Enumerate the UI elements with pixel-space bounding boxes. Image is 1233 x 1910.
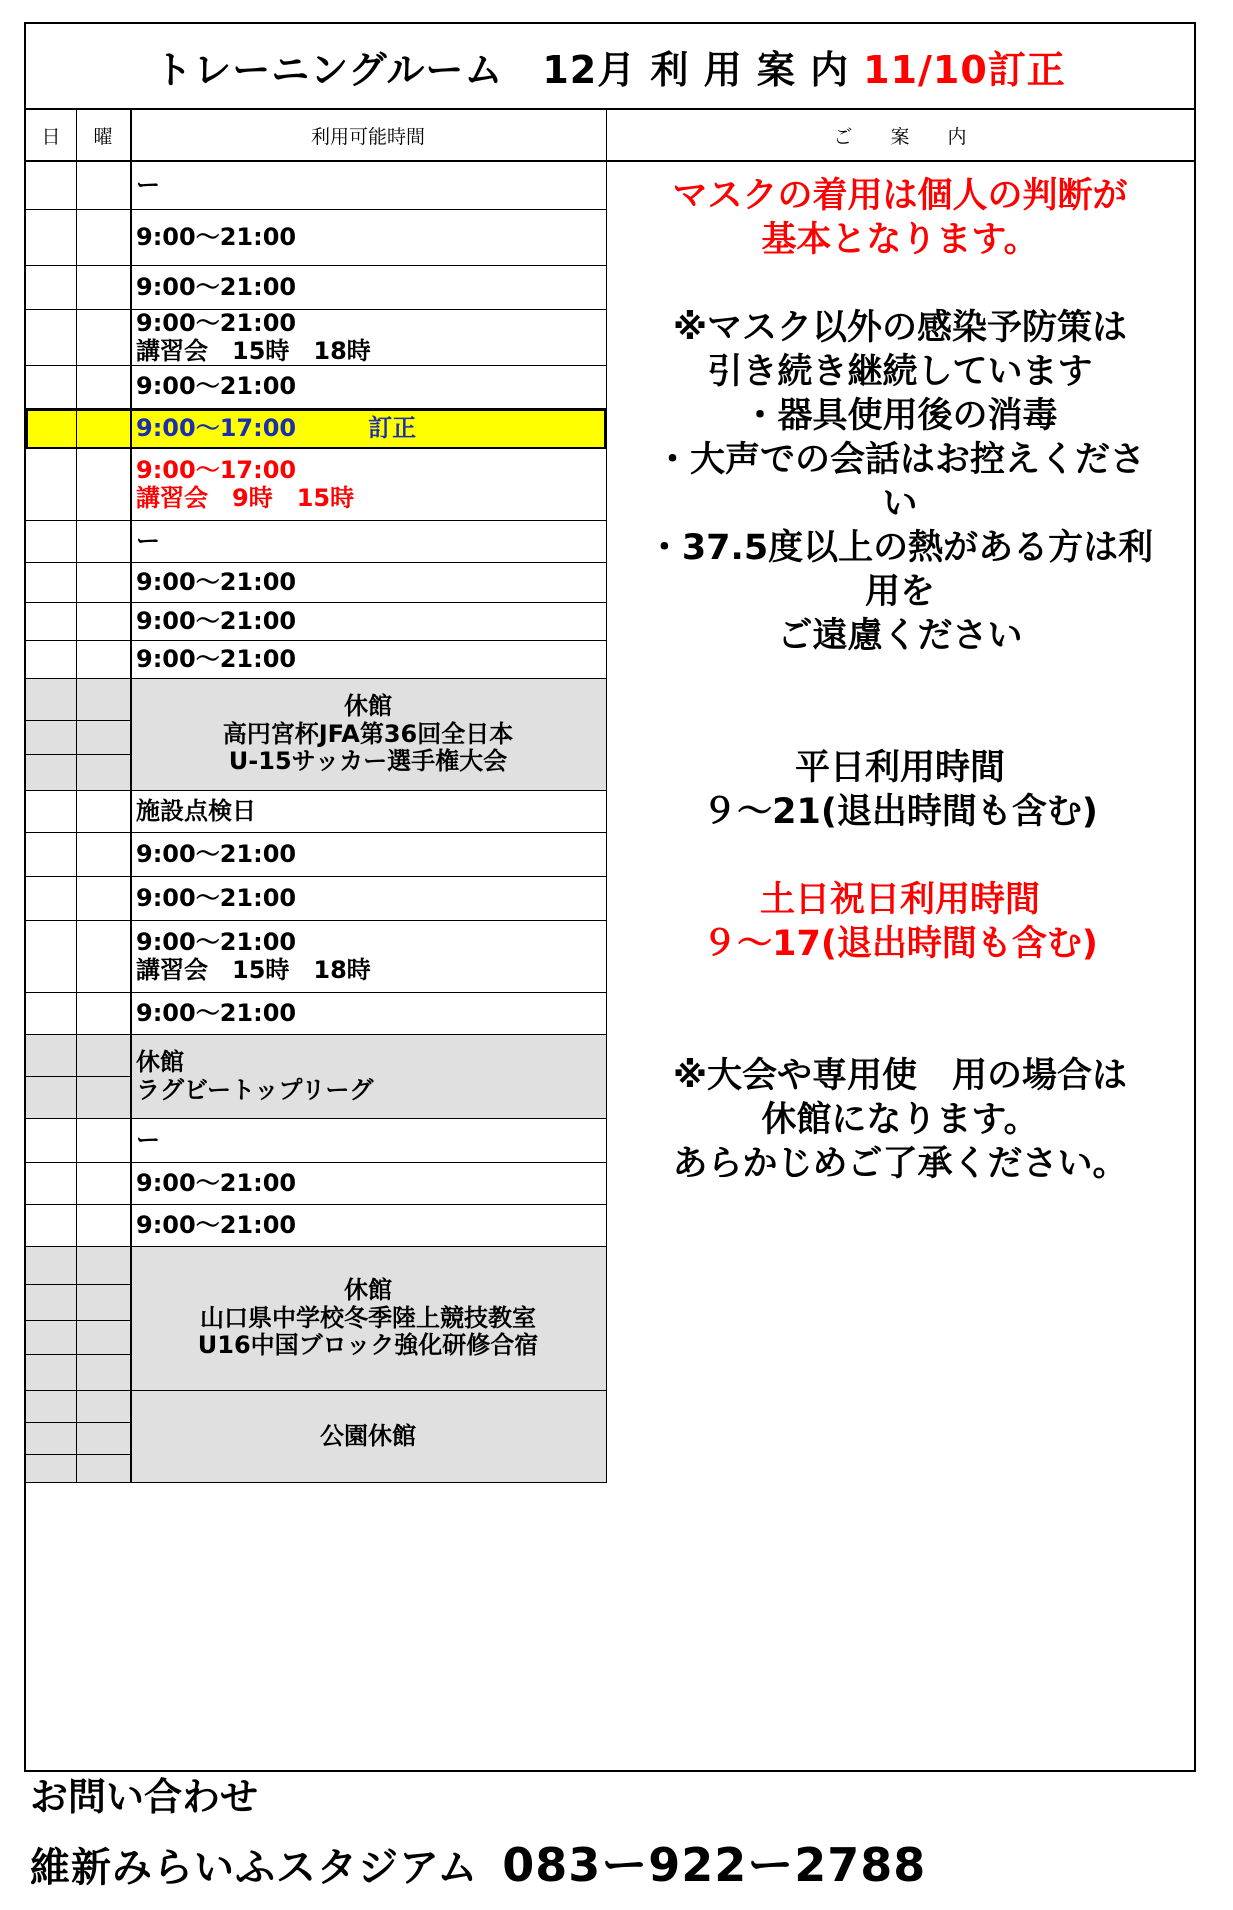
weekday-label — [76, 563, 130, 603]
weekday-label — [76, 366, 130, 409]
notice-line: 休館になります。 — [761, 1100, 1039, 1140]
day-number — [26, 1205, 76, 1247]
title-revision: 11/10訂正 — [863, 47, 1066, 92]
hours-cell — [130, 641, 606, 679]
hours-text — [136, 1212, 296, 1240]
schedule-sheet — [24, 22, 1196, 1772]
weekday-label — [76, 1355, 130, 1391]
day-number — [26, 1423, 76, 1455]
hours-text — [136, 528, 160, 556]
hours-line: 9:00〜21:00 — [136, 1210, 297, 1239]
day-number — [26, 1285, 76, 1321]
notice-panel — [606, 162, 1194, 1186]
weekday-label — [76, 993, 130, 1035]
notice-line: い — [882, 484, 918, 524]
closure-cell — [130, 1035, 606, 1119]
notice-weekday — [606, 746, 1194, 834]
day-number — [26, 877, 76, 921]
closure-cell — [130, 679, 606, 791]
weekday-label — [76, 921, 130, 993]
hours-text — [136, 798, 256, 826]
hours-cell — [130, 266, 606, 310]
hours-line: 講習会 15時 18時 — [136, 336, 371, 365]
day-number — [26, 1247, 76, 1285]
day-number — [26, 921, 76, 993]
notice-weekend — [606, 878, 1194, 966]
closure-cell — [130, 1247, 606, 1391]
hours-text — [136, 1000, 296, 1028]
contact-line — [30, 1840, 926, 1893]
notice-line: ※大会や専用使 用の場合は — [672, 1056, 1128, 1096]
notice-line: 用を — [864, 572, 935, 612]
weekday-label — [76, 1321, 130, 1355]
closure-text — [223, 693, 514, 776]
day-number — [26, 755, 76, 791]
notice-line: ご遠慮ください — [777, 616, 1023, 656]
weekday-label — [76, 162, 130, 210]
day-number — [26, 603, 76, 641]
weekday-label — [76, 755, 130, 791]
day-number — [26, 409, 76, 449]
hours-line: 施設点検日 — [136, 796, 256, 825]
hours-text — [136, 646, 296, 674]
hours-line: 9:00〜17:00 訂正 — [136, 413, 417, 442]
hours-line: 講習会 9時 15時 — [136, 483, 355, 512]
notice-line: あらかじめご了承ください。 — [672, 1144, 1128, 1184]
day-number — [26, 310, 76, 366]
notice-line: マスクの着用は個人の判断が — [672, 176, 1128, 216]
day-number — [26, 1035, 76, 1077]
day-number — [26, 1455, 76, 1483]
hours-line: 9:00〜21:00 — [136, 222, 297, 251]
hours-cell — [130, 366, 606, 409]
hours-cell — [130, 563, 606, 603]
header-info: ご 案 内 — [606, 110, 1194, 162]
closure-line: U-15サッカー選手権大会 — [228, 747, 508, 776]
notice-prevention — [606, 306, 1194, 658]
hours-line: 9:00〜21:00 — [136, 644, 297, 673]
hours-line: 9:00〜21:00 — [136, 272, 297, 301]
weekday-label — [76, 449, 130, 521]
weekday-label — [76, 603, 130, 641]
hours-cell — [130, 791, 606, 833]
day-number — [26, 1355, 76, 1391]
closure-cell — [130, 1391, 606, 1483]
day-number — [26, 521, 76, 563]
header-day: 日 — [26, 110, 76, 162]
hours-line: ー — [136, 526, 160, 555]
hours-line: 講習会 15時 18時 — [136, 955, 371, 984]
hours-cell — [130, 1163, 606, 1205]
contact-footer — [30, 1772, 926, 1893]
hours-cell — [130, 310, 606, 366]
notice-mask — [606, 162, 1194, 262]
hours-cell — [130, 603, 606, 641]
hours-line: 9:00〜21:00 — [136, 567, 297, 596]
day-number — [26, 210, 76, 266]
contact-label: お問い合わせ — [30, 1775, 259, 1819]
closure-line: 休館 — [344, 1276, 392, 1305]
hours-line: 9:00〜21:00 — [136, 927, 297, 956]
day-number — [26, 1163, 76, 1205]
hours-cell — [130, 877, 606, 921]
hours-cell — [130, 993, 606, 1035]
closure-text — [136, 1049, 373, 1104]
day-number — [26, 833, 76, 877]
hours-text — [136, 172, 160, 200]
hours-text — [136, 274, 296, 302]
hours-line: 9:00〜21:00 — [136, 606, 297, 635]
day-number — [26, 791, 76, 833]
hours-line: 9:00〜17:00 — [136, 455, 297, 484]
closure-line: ラグビートップリーグ — [136, 1075, 374, 1104]
weekday-label — [76, 1205, 130, 1247]
weekday-label — [76, 1163, 130, 1205]
hours-text — [136, 415, 416, 443]
weekday-label — [76, 641, 130, 679]
hours-text — [136, 1170, 296, 1198]
weekday-label — [76, 1077, 130, 1119]
column-divider — [76, 110, 77, 1483]
closure-line: 山口県中学校冬季陸上競技教室 — [200, 1303, 536, 1332]
hours-text — [136, 885, 296, 913]
hours-line: 9:00〜21:00 — [136, 839, 297, 868]
page-title — [26, 24, 1194, 110]
day-number — [26, 162, 76, 210]
header-hours: 利用可能時間 — [130, 110, 606, 162]
hours-cell — [130, 1119, 606, 1163]
hours-cell — [130, 210, 606, 266]
notice-line: ※マスク以外の感染予防策は — [672, 308, 1128, 348]
hours-text — [136, 569, 296, 597]
hours-cell — [130, 162, 606, 210]
hours-text — [136, 608, 296, 636]
notice-line: ９〜17(退出時間も含む) — [702, 924, 1098, 964]
hours-text — [136, 373, 296, 401]
hours-text — [136, 929, 371, 984]
closure-line: 休館 — [136, 1047, 184, 1076]
notice-line: 平日利用時間 — [794, 748, 1005, 788]
weekday-label — [76, 679, 130, 721]
weekday-label — [76, 1119, 130, 1163]
title-main: トレーニングルーム 12月 利 用 案 内 — [154, 47, 850, 92]
venue-name: 維新みらいふスタジアム — [30, 1845, 479, 1891]
day-number — [26, 679, 76, 721]
header-weekday: 曜 — [76, 110, 130, 162]
weekday-label — [76, 1285, 130, 1321]
hours-cell — [130, 833, 606, 877]
notice-line: ・37.5度以上の熱がある方は利 — [646, 528, 1154, 568]
notice-line: 基本となります。 — [761, 220, 1039, 260]
hours-line: ー — [136, 1125, 160, 1154]
day-number — [26, 1119, 76, 1163]
day-number — [26, 1391, 76, 1423]
weekday-label — [76, 1247, 130, 1285]
weekday-label — [76, 877, 130, 921]
closure-text — [198, 1277, 538, 1360]
weekday-label — [76, 310, 130, 366]
weekday-label — [76, 833, 130, 877]
hours-text — [136, 1127, 160, 1155]
closure-line: U16中国ブロック強化研修合宿 — [197, 1331, 539, 1360]
hours-cell — [130, 521, 606, 563]
weekday-label — [76, 721, 130, 755]
weekday-label — [76, 1391, 130, 1423]
closure-text — [320, 1423, 416, 1451]
notice-line: ９〜21(退出時間も含む) — [702, 792, 1098, 832]
hours-text — [136, 224, 296, 252]
day-number — [26, 266, 76, 310]
day-number — [26, 641, 76, 679]
hours-text — [136, 841, 296, 869]
weekday-label — [76, 1423, 130, 1455]
hours-cell — [130, 409, 606, 449]
hours-text — [136, 457, 354, 512]
hours-line: 9:00〜21:00 — [136, 883, 297, 912]
closure-line: 高円宮杯JFA第36回全日本 — [222, 719, 514, 748]
weekday-label — [76, 1455, 130, 1483]
hours-line: 9:00〜21:00 — [136, 998, 297, 1027]
day-number — [26, 721, 76, 755]
day-number — [26, 563, 76, 603]
weekday-label — [76, 521, 130, 563]
weekday-label — [76, 409, 130, 449]
hours-line: 9:00〜21:00 — [136, 308, 297, 337]
hours-cell — [130, 449, 606, 521]
weekday-label — [76, 266, 130, 310]
notice-line: ・器具使用後の消毒 — [742, 396, 1058, 436]
day-number — [26, 449, 76, 521]
hours-text — [136, 310, 371, 365]
column-divider — [606, 110, 607, 1483]
day-number — [26, 1077, 76, 1119]
phone-number: 083ー922ー2788 — [502, 1838, 927, 1892]
hours-cell — [130, 1205, 606, 1247]
notice-line: 引き続き継続しています — [707, 352, 1093, 392]
day-number — [26, 366, 76, 409]
weekday-label — [76, 1035, 130, 1077]
weekday-label — [76, 791, 130, 833]
notice-line: 土日祝日利用時間 — [759, 880, 1040, 920]
day-number — [26, 1321, 76, 1355]
hours-line: 9:00〜21:00 — [136, 372, 297, 401]
hours-line: ー — [136, 170, 160, 199]
closure-line: 公園休館 — [320, 1421, 416, 1450]
notice-closure — [606, 1054, 1194, 1186]
column-divider — [130, 110, 132, 1483]
weekday-label — [76, 210, 130, 266]
notice-line: ・大声での会話はお控えくださ — [654, 440, 1145, 480]
day-number — [26, 993, 76, 1035]
hours-line: 9:00〜21:00 — [136, 1168, 297, 1197]
closure-line: 休館 — [343, 692, 392, 721]
hours-cell — [130, 921, 606, 993]
